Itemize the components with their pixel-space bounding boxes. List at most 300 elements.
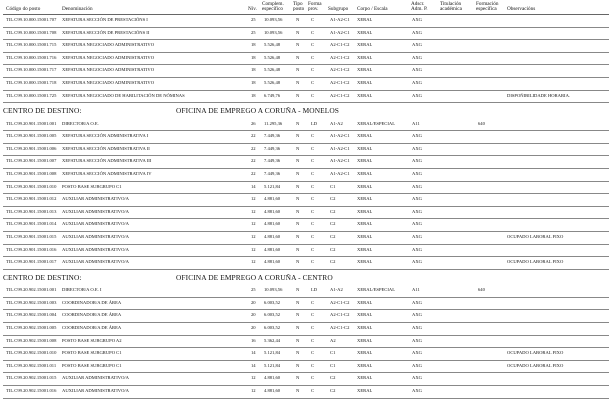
table-row — [0, 53, 614, 66]
row-subgrupo: A1-A2-C1 — [330, 145, 350, 151]
row-nivel: 25 — [251, 287, 256, 293]
row-denominacion: AUXILIAR ADMINISTRATIVO/A — [62, 246, 129, 252]
row-nivel: 22 — [251, 171, 256, 176]
row-denominacion: XEFATURA SECCIÓN ADMINISTRATIVA II — [62, 145, 150, 151]
row-forma: C — [311, 17, 315, 22]
row-corpo: XERAL — [357, 54, 373, 60]
row-rule — [3, 102, 609, 103]
row-codigo: TIL.C99.20.902.15001.010 — [6, 350, 57, 356]
row-subgrupo: C2 — [330, 259, 336, 265]
row-tipo: N — [296, 80, 300, 85]
row-forma: LD — [311, 287, 318, 293]
row-codigo: TIL.C99.20.901.15001.006 — [6, 145, 57, 151]
row-adscr: AXG — [412, 67, 422, 73]
row-forma: C — [311, 299, 315, 305]
row-nivel: 14 — [251, 183, 256, 189]
row-subgrupo: A2-C1-C2 — [330, 299, 350, 305]
row-denominacion: XEFATURA NEGOCIADO DE HABILITACIÓN DE NÓMINAS — [62, 92, 185, 98]
row-forma: C — [311, 196, 315, 202]
row-denominacion: AUXILIAR ADMINISTRATIVO/A — [62, 196, 129, 202]
table-row — [0, 119, 614, 132]
row-complemento: 7.449,36 — [264, 145, 281, 151]
row-adscr: A11 — [412, 287, 420, 293]
table-row — [0, 156, 614, 169]
table-row — [0, 40, 614, 53]
row-forma: C — [311, 29, 315, 35]
row-complemento: 7.449,36 — [264, 171, 281, 176]
table-row — [0, 257, 614, 270]
row-nivel: 18 — [251, 92, 256, 98]
table-row — [0, 298, 614, 311]
row-tipo: N — [296, 92, 300, 98]
row-tipo: N — [296, 17, 300, 22]
row-adscr: AXG — [412, 350, 422, 356]
row-subgrupo: A1-A2-C1 — [330, 158, 350, 164]
row-adscr: AXG — [412, 234, 422, 239]
table-row — [0, 245, 614, 258]
row-nivel: 12 — [251, 234, 256, 239]
row-nivel: 20 — [251, 312, 256, 318]
row-adscr: AXG — [412, 145, 422, 151]
row-complemento: 5.526,48 — [264, 42, 281, 48]
row-corpo: XERAL — [357, 92, 373, 98]
row-complemento: 4.881,60 — [264, 196, 281, 202]
row-adscr: AXG — [412, 133, 422, 139]
row-corpo: XERAL — [357, 183, 373, 189]
row-subgrupo: A2-C1-C2 — [330, 54, 350, 60]
row-forma: C — [311, 183, 315, 189]
row-adscr: AXG — [412, 196, 422, 202]
header-tipo-1: Tipo — [293, 1, 303, 7]
table-row — [0, 144, 614, 157]
row-codigo: TIL.C99.20.902.15001.005 — [6, 325, 57, 330]
row-nivel: 25 — [251, 29, 256, 35]
row-denominacion: COORDINADOR/A DE ÁREA — [62, 312, 122, 318]
row-subgrupo: C1 — [330, 183, 336, 189]
row-nivel: 12 — [251, 196, 256, 202]
table-row — [0, 78, 614, 91]
row-codigo: TIL.C99.20.902.15001.001 — [6, 287, 57, 293]
row-complemento: 6.749,76 — [264, 92, 281, 98]
row-adscr: AXG — [412, 171, 422, 176]
row-codigo: TIL.C99.10.000.15001.708 — [6, 29, 57, 35]
row-forma: C — [311, 54, 315, 60]
row-subgrupo: C2 — [330, 388, 336, 393]
row-denominacion: AUXILIAR ADMINISTRATIVO/A — [62, 234, 129, 239]
row-corpo: XERAL — [357, 259, 373, 265]
row-tipo: N — [296, 54, 300, 60]
row-complemento: 4.881,60 — [264, 375, 281, 381]
row-codigo: TIL.C99.20.901.15001.001 — [6, 120, 57, 126]
header-complem-1: Complem. — [262, 1, 284, 7]
row-rule — [3, 398, 609, 399]
row-codigo: TIL.C99.20.901.15001.017 — [6, 259, 57, 265]
header-formacion-2: específica — [476, 6, 497, 12]
row-codigo: TIL.C99.20.901.15001.013 — [6, 208, 57, 214]
row-corpo: XERAL — [357, 196, 373, 202]
row-adscr: AXG — [412, 183, 422, 189]
row-forma: C — [311, 158, 315, 164]
row-subgrupo: A1-A2-C1 — [330, 171, 350, 176]
row-codigo: TIL.C99.10.000.15001.716 — [6, 54, 57, 60]
row-corpo: XERAL — [357, 388, 373, 393]
header-tipo-2: posto — [293, 6, 305, 12]
row-denominacion: XEFATURA SECCIÓN DE PRESTACIÓNS I — [62, 17, 148, 22]
row-nivel: 18 — [251, 42, 256, 48]
row-denominacion: POSTO BASE SUBGRUPO C1 — [62, 362, 122, 368]
row-complemento: 4.881,60 — [264, 388, 281, 393]
row-adscr: AXG — [412, 29, 422, 35]
row-subgrupo: A2-C1-C2 — [330, 312, 350, 318]
row-corpo: XERAL — [357, 299, 373, 305]
row-complemento: 10.093,56 — [264, 29, 283, 35]
row-codigo: TIL.C99.10.000.15001.717 — [6, 67, 57, 73]
row-forma: C — [311, 221, 315, 227]
row-corpo: XERAL — [357, 17, 373, 22]
table-row — [0, 207, 614, 220]
row-tipo: N — [296, 221, 300, 227]
header-titulacion-2: académica — [440, 6, 462, 12]
row-adscr: AXG — [412, 312, 422, 318]
row-nivel: 14 — [251, 362, 256, 368]
row-adscr: AXG — [412, 17, 422, 22]
row-complemento: 4.881,60 — [264, 234, 281, 239]
row-codigo: TIL.C99.20.902.15001.008 — [6, 337, 57, 343]
row-denominacion: DIRECTOR/A O.E. — [62, 120, 99, 126]
row-tipo: N — [296, 171, 300, 176]
row-codigo: TIL.C99.20.901.15001.015 — [6, 234, 57, 239]
row-forma: C — [311, 133, 315, 139]
row-adscr: AXG — [412, 92, 422, 98]
row-forma: C — [311, 388, 315, 393]
row-codigo: TIL.C99.20.902.15001.015 — [6, 375, 57, 381]
row-codigo: TIL.C99.20.901.15001.008 — [6, 171, 57, 176]
row-adscr: AXG — [412, 158, 422, 164]
header-codigo: Código do posto — [6, 6, 41, 12]
row-complemento: 4.881,60 — [264, 208, 281, 214]
table-row — [0, 323, 614, 336]
header-nivel: Nív. — [248, 6, 257, 12]
row-corpo: XERAL — [357, 362, 373, 368]
row-nivel: 18 — [251, 80, 256, 85]
row-adscr: AXG — [412, 80, 422, 85]
row-adscr: AXG — [412, 375, 422, 381]
row-nivel: 18 — [251, 67, 256, 73]
row-tipo: N — [296, 196, 300, 202]
row-forma: C — [311, 80, 315, 85]
row-forma: C — [311, 234, 315, 239]
row-corpo: XERAL — [357, 67, 373, 73]
row-tipo: N — [296, 287, 300, 293]
header-forma-2: prov. — [308, 6, 319, 12]
row-subgrupo: C2 — [330, 234, 336, 239]
row-corpo: XERAL — [357, 325, 373, 330]
row-tipo: N — [296, 350, 300, 356]
row-formacion: 640 — [478, 120, 485, 126]
row-observacions: OCUPADO LABORAL FIXO — [507, 259, 564, 265]
row-codigo: TIL.C99.20.902.15001.003 — [6, 299, 57, 305]
row-corpo: XERAL — [357, 208, 373, 214]
row-codigo: TIL.C99.20.901.15001.010 — [6, 183, 57, 189]
row-tipo: N — [296, 29, 300, 35]
row-adscr: AXG — [412, 54, 422, 60]
row-tipo: N — [296, 133, 300, 139]
row-complemento: 5.121,84 — [264, 350, 281, 356]
row-corpo: XERAL — [357, 158, 373, 164]
row-codigo: TIL.C99.20.901.15001.014 — [6, 221, 57, 227]
header-formacion-1: Formación — [476, 1, 499, 7]
row-subgrupo: A1-A2 — [330, 287, 343, 293]
row-tipo: N — [296, 259, 300, 265]
row-adscr: AXG — [412, 337, 422, 343]
table-row — [0, 285, 614, 298]
row-rule — [3, 269, 609, 270]
row-nivel: 25 — [251, 17, 256, 22]
row-forma: C — [311, 312, 315, 318]
header-complem-2: específico — [262, 6, 284, 12]
row-tipo: N — [296, 388, 300, 393]
row-nivel: 22 — [251, 158, 256, 164]
row-codigo: TIL.C99.20.901.15001.007 — [6, 158, 57, 164]
row-denominacion: COORDINADOR/A DE ÁREA — [62, 299, 122, 305]
row-adscr: AXG — [412, 221, 422, 227]
row-adscr: A11 — [412, 120, 420, 126]
row-codigo: TIL.C99.20.902.15001.016 — [6, 388, 57, 393]
row-denominacion: XEFATURA SECCIÓN ADMINISTRATIVA IV — [62, 171, 152, 176]
row-subgrupo: C2 — [330, 246, 336, 252]
row-complemento: 11.295,36 — [264, 120, 283, 126]
row-tipo: N — [296, 312, 300, 318]
row-observacions: OCUPADO LABORAL FIXO — [507, 362, 564, 368]
row-tipo: N — [296, 158, 300, 164]
row-subgrupo: A1-A2 — [330, 120, 343, 126]
row-nivel: 16 — [251, 337, 256, 343]
row-codigo: TIL.C99.10.000.15001.715 — [6, 42, 57, 48]
row-codigo: TIL.C99.20.901.15001.016 — [6, 246, 57, 252]
row-formacion: 640 — [478, 287, 485, 293]
table-row — [0, 131, 614, 144]
row-subgrupo: A1-A2-C1 — [330, 29, 350, 35]
row-forma: C — [311, 208, 315, 214]
row-forma: C — [311, 337, 315, 343]
table-row — [0, 65, 614, 78]
centro-destino-name: OFICINA DE EMPREGO A CORUÑA - CENTRO — [176, 272, 333, 282]
row-subgrupo: C2 — [330, 196, 336, 202]
row-forma: C — [311, 67, 315, 73]
centro-destino-name: OFICINA DE EMPREGO A CORUÑA - MONELOS — [176, 106, 340, 116]
row-denominacion: XEFATURA NEGOCIADO ADMINISTRATIVO — [62, 80, 155, 85]
row-complemento: 4.881,60 — [264, 246, 281, 252]
row-corpo: XERAL — [357, 145, 373, 151]
row-subgrupo: A2-C1-C2 — [330, 42, 350, 48]
table-row — [0, 194, 614, 207]
row-observacions: OCUPADO LABORAL FIXO — [507, 350, 564, 356]
row-subgrupo: A2-C1-C2 — [330, 325, 350, 330]
row-forma: C — [311, 246, 315, 252]
header-adscr-2: Adm. P. — [411, 6, 428, 12]
row-adscr: AXG — [412, 208, 422, 214]
row-nivel: 14 — [251, 350, 256, 356]
row-corpo: XERAL — [357, 171, 373, 176]
row-complemento: 5.362,44 — [264, 337, 281, 343]
row-denominacion: XEFATURA NEGOCIADO ADMINISTRATIVO — [62, 54, 155, 60]
table-row — [0, 219, 614, 232]
row-tipo: N — [296, 299, 300, 305]
row-adscr: AXG — [412, 299, 422, 305]
row-tipo: N — [296, 375, 300, 381]
row-forma: C — [311, 92, 315, 98]
header-forma-1: Forma — [308, 1, 322, 7]
table-row — [0, 91, 614, 104]
row-forma: C — [311, 42, 315, 48]
row-nivel: 22 — [251, 145, 256, 151]
row-nivel: 12 — [251, 375, 256, 381]
table-row — [0, 348, 614, 361]
row-nivel: 12 — [251, 208, 256, 214]
row-observacions: OCUPADO LABORAL FIXO — [507, 234, 564, 239]
row-complemento: 5.121,84 — [264, 362, 281, 368]
table-row — [0, 386, 614, 399]
row-complemento: 10.093,56 — [264, 17, 283, 22]
header-denominacion: Denominación — [62, 6, 93, 12]
row-subgrupo: A1-A2-C1 — [330, 133, 350, 139]
row-corpo: XERAL — [357, 42, 373, 48]
row-corpo: XERAL — [357, 312, 373, 318]
row-codigo: TIL.C99.10.000.15001.707 — [6, 17, 57, 22]
row-corpo: XERAL/ESPECIAL — [357, 120, 396, 126]
row-forma: C — [311, 325, 315, 330]
row-denominacion: AUXILIAR ADMINISTRATIVO/A — [62, 208, 129, 214]
row-codigo: TIL.C99.10.000.15001.718 — [6, 80, 57, 85]
row-subgrupo: C1 — [330, 350, 336, 356]
row-adscr: AXG — [412, 325, 422, 330]
row-denominacion: AUXILIAR ADMINISTRATIVO/A — [62, 259, 129, 265]
row-adscr: AXG — [412, 246, 422, 252]
row-corpo: XERAL — [357, 350, 373, 356]
row-denominacion: XEFATURA SECCIÓN DE PRESTACIÓNS II — [62, 29, 150, 35]
row-adscr: AXG — [412, 388, 422, 393]
row-adscr: AXG — [412, 42, 422, 48]
row-complemento: 10.093,56 — [264, 287, 283, 293]
row-subgrupo: A2 — [330, 337, 336, 343]
row-tipo: N — [296, 337, 300, 343]
row-complemento: 5.526,48 — [264, 80, 281, 85]
row-adscr: AXG — [412, 259, 422, 265]
table-row — [0, 232, 614, 245]
row-nivel: 18 — [251, 54, 256, 60]
row-observacions: DISPOÑIBILIDADE HORARIA. — [507, 92, 571, 98]
row-denominacion: DIRECTOR/A O.E. I — [62, 287, 102, 293]
row-denominacion: XEFATURA NEGOCIADO ADMINISTRATIVO — [62, 42, 155, 48]
row-tipo: N — [296, 42, 300, 48]
row-nivel: 20 — [251, 299, 256, 305]
row-codigo: TIL.C99.20.901.15001.005 — [6, 133, 57, 139]
row-corpo: XERAL — [357, 29, 373, 35]
row-tipo: N — [296, 325, 300, 330]
row-tipo: N — [296, 362, 300, 368]
row-corpo: XERAL — [357, 80, 373, 85]
table-row — [0, 15, 614, 28]
row-corpo: XERAL — [357, 234, 373, 239]
table-row — [0, 310, 614, 323]
header-observacions: Observacións — [507, 6, 536, 12]
row-tipo: N — [296, 145, 300, 151]
row-tipo: N — [296, 120, 300, 126]
row-codigo: TIL.C99.10.000.15001.725 — [6, 92, 57, 98]
header-corpo: Corpo / Escala — [357, 6, 388, 12]
row-forma: C — [311, 350, 315, 356]
row-complemento: 7.449,36 — [264, 158, 281, 164]
row-corpo: XERAL — [357, 375, 373, 381]
row-denominacion: AUXILIAR ADMINISTRATIVO/A — [62, 221, 129, 227]
row-subgrupo: C2 — [330, 208, 336, 214]
row-complemento: 6.003,52 — [264, 325, 281, 330]
row-subgrupo: A2-C1-C2 — [330, 67, 350, 73]
row-complemento: 4.881,60 — [264, 221, 281, 227]
table-row — [0, 373, 614, 386]
row-denominacion: XEFATURA NEGOCIADO ADMINISTRATIVO — [62, 67, 155, 73]
row-codigo: TIL.C99.20.902.15001.011 — [6, 362, 57, 368]
row-corpo: XERAL — [357, 337, 373, 343]
centro-destino-label: CENTRO DE DESTINO: — [3, 272, 82, 282]
row-nivel: 12 — [251, 388, 256, 393]
header-titulacion-1: Titulación — [440, 1, 462, 7]
row-denominacion: AUXILIAR ADMINISTRATIVO/A — [62, 375, 129, 381]
row-denominacion: POSTO BASE SUBGRUPO A2 — [62, 337, 122, 343]
row-complemento: 6.003,52 — [264, 299, 281, 305]
row-adscr: AXG — [412, 362, 422, 368]
row-nivel: 12 — [251, 221, 256, 227]
row-forma: C — [311, 259, 315, 265]
row-forma: C — [311, 171, 315, 176]
centro-destino-label: CENTRO DE DESTINO: — [3, 106, 82, 116]
row-nivel: 20 — [251, 325, 256, 330]
row-forma: LD — [311, 120, 318, 126]
row-denominacion: XEFATURA SECCIÓN ADMINISTRATIVA III — [62, 158, 152, 164]
row-tipo: N — [296, 183, 300, 189]
table-row — [0, 169, 614, 182]
row-tipo: N — [296, 234, 300, 239]
row-complemento: 5.526,48 — [264, 54, 281, 60]
row-complemento: 5.121,84 — [264, 183, 281, 189]
row-corpo: XERAL — [357, 246, 373, 252]
row-complemento: 4.881,60 — [264, 259, 281, 265]
row-forma: C — [311, 362, 315, 368]
row-subgrupo: A1-A2-C1 — [330, 17, 350, 22]
row-complemento: 5.526,48 — [264, 67, 281, 73]
row-tipo: N — [296, 67, 300, 73]
row-nivel: 22 — [251, 133, 256, 139]
row-corpo: XERAL/ESPECIAL — [357, 287, 396, 293]
row-denominacion: POSTO BASE SUBGRUPO C1 — [62, 183, 122, 189]
row-tipo: N — [296, 246, 300, 252]
row-complemento: 6.003,52 — [264, 312, 281, 318]
row-subgrupo: C1 — [330, 362, 336, 368]
row-tipo: N — [296, 208, 300, 214]
row-denominacion: XEFATURA SECCIÓN ADMINISTRATIVA I — [62, 133, 149, 139]
row-denominacion: COORDINADOR/A DE ÁREA — [62, 325, 122, 330]
row-corpo: XERAL — [357, 133, 373, 139]
row-nivel: 12 — [251, 246, 256, 252]
table-row — [0, 361, 614, 374]
row-codigo: TIL.C99.20.902.15001.004 — [6, 312, 57, 318]
table-row — [0, 28, 614, 41]
row-nivel: 12 — [251, 259, 256, 265]
row-nivel: 26 — [251, 120, 256, 126]
header-subgrupo: Subgrupo — [328, 6, 349, 12]
row-forma: C — [311, 375, 315, 381]
header-adscr-1: Adscr. — [411, 1, 425, 7]
